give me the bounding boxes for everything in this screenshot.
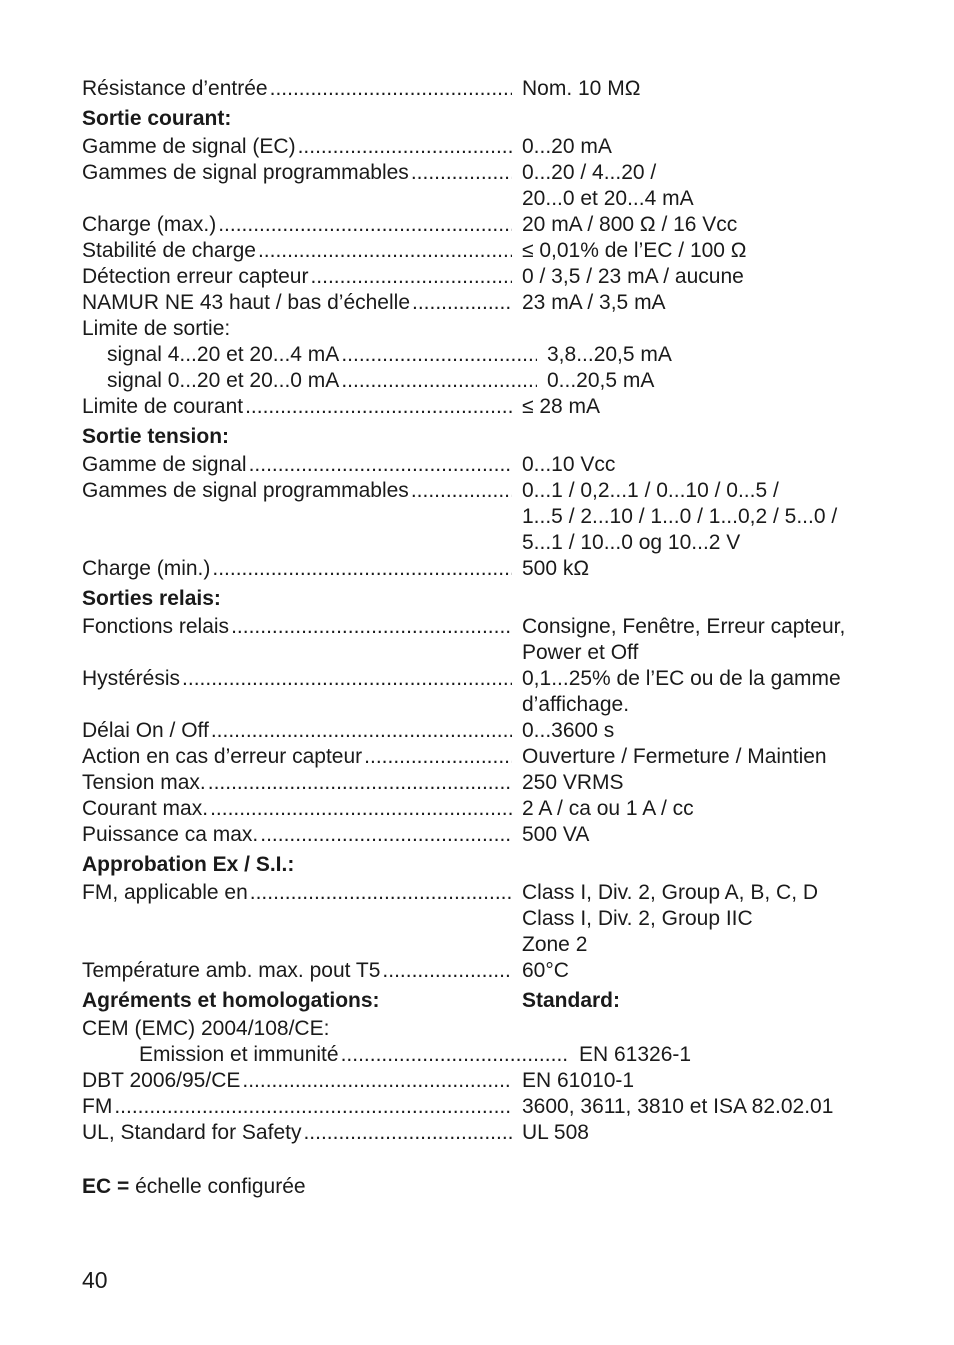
spec-row	[82, 290, 882, 316]
spec-value	[522, 958, 882, 984]
leader-dots	[208, 770, 512, 796]
spec-label-text: Gamme de signal	[82, 453, 247, 476]
spec-label	[82, 394, 512, 420]
section-heading	[82, 424, 882, 450]
spec-value	[522, 614, 882, 666]
spec-row	[82, 76, 882, 102]
spec-label-text: UL, Standard for Safety	[82, 1121, 302, 1144]
spec-value-line: 0...3600 s	[522, 719, 615, 742]
spec-value-line: 0 / 3,5 / 23 mA / aucune	[522, 265, 744, 288]
spec-label	[82, 614, 512, 666]
spec-value	[522, 796, 882, 822]
spec-value-line: Consigne, Fenêtre, Erreur capteur,	[522, 615, 846, 638]
spec-label	[82, 556, 512, 582]
spec-value	[522, 744, 882, 770]
leader-dots	[303, 1120, 512, 1146]
spec-label-text: NAMUR NE 43 haut / bas d’échelle	[82, 291, 410, 314]
spec-value-line: Power et Off	[522, 641, 639, 664]
spec-value-line: ≤ 28 mA	[522, 395, 601, 418]
spec-label-text: signal 4...20 et 20...4 mA	[107, 343, 340, 366]
leader-dots	[245, 394, 512, 420]
leader-dots	[341, 368, 537, 394]
spec-row	[82, 1042, 882, 1068]
spec-value-line: 250 VRMS	[522, 771, 624, 794]
spec-label	[82, 134, 512, 160]
section-heading-label: Sorties relais:	[82, 587, 221, 610]
spec-label	[82, 160, 512, 212]
spec-value-line: 23 mA / 3,5 mA	[522, 291, 666, 314]
leader-dots	[310, 264, 512, 290]
page-number: 40	[82, 1267, 108, 1293]
spec-row	[82, 212, 882, 238]
spec-label	[82, 76, 512, 102]
spec-value-line: 3600, 3611, 3810 et ISA 82.02.01	[522, 1095, 834, 1118]
spec-value-line: EN 61326-1	[579, 1043, 692, 1066]
spec-row	[82, 822, 882, 848]
spec-label	[82, 264, 512, 290]
spec-value-line: UL 508	[522, 1121, 589, 1144]
spec-label	[82, 822, 512, 848]
leader-dots	[260, 822, 512, 848]
spec-value-line: 60°C	[522, 959, 569, 982]
spec-label	[82, 958, 512, 984]
spec-label	[82, 452, 512, 478]
spec-value-line: 1...5 / 2...10 / 1...0 / 1...0,2 / 5...0 /	[522, 505, 838, 528]
spec-label-text: FM, applicable en	[82, 881, 248, 904]
spec-value-line: 5...1 / 10...0 og 10...2 V	[522, 531, 741, 554]
spec-label-text: signal 0...20 et 20...0 mA	[107, 369, 340, 392]
spec-sheet	[82, 76, 882, 1146]
spec-label	[82, 744, 512, 770]
footnote	[82, 1175, 306, 1199]
spec-row	[82, 880, 882, 958]
leader-dots	[249, 452, 512, 478]
spec-row	[82, 368, 882, 394]
spec-label	[82, 1068, 512, 1094]
spec-label	[82, 212, 512, 238]
spec-row	[82, 718, 882, 744]
spec-row	[82, 478, 882, 556]
spec-row	[82, 238, 882, 264]
spec-label-text: FM	[82, 1095, 113, 1118]
leader-dots	[218, 212, 512, 238]
spec-label	[82, 290, 512, 316]
section-heading-label: Sortie tension:	[82, 425, 230, 448]
spec-label-text: Résistance d’entrée	[82, 77, 268, 100]
spec-value	[522, 264, 882, 290]
spec-value	[522, 238, 882, 264]
section-heading	[82, 106, 882, 132]
leader-dots	[242, 1068, 512, 1094]
spec-value-line: 0...20 mA	[522, 135, 612, 158]
spec-value-line: 0...20 / 4...20 /	[522, 161, 657, 184]
spec-row	[82, 452, 882, 478]
leader-dots	[211, 718, 512, 744]
spec-value	[522, 160, 882, 212]
section-heading	[82, 852, 882, 878]
spec-value	[522, 822, 882, 848]
spec-value	[522, 134, 882, 160]
spec-row	[82, 958, 882, 984]
spec-value-line: 0...10 Vcc	[522, 453, 616, 476]
leader-dots	[250, 880, 512, 906]
spec-label-text: Température amb. max. pout T5	[82, 959, 381, 982]
spec-value	[522, 76, 882, 102]
spec-row	[82, 394, 882, 420]
section-heading-value: Standard:	[522, 989, 621, 1012]
spec-value	[522, 1120, 882, 1146]
section-heading	[82, 586, 882, 612]
spec-label-text: Fonctions relais	[82, 615, 230, 638]
section-heading-label: Sortie courant:	[82, 107, 232, 130]
section-heading-label: Agréments et homologations:	[82, 989, 380, 1012]
spec-row	[82, 1094, 882, 1120]
spec-label	[82, 796, 512, 822]
leader-dots	[114, 1094, 512, 1120]
spec-label-text: Courant max.	[82, 797, 209, 820]
spec-label	[82, 666, 512, 718]
spec-value-line: 20...0 et 20...4 mA	[522, 187, 694, 210]
spec-label	[82, 1094, 512, 1120]
spec-row	[82, 666, 882, 718]
spec-group-label: CEM (EMC) 2004/108/CE:	[82, 1017, 330, 1040]
spec-value	[522, 394, 882, 420]
spec-value	[522, 718, 882, 744]
leader-dots	[412, 290, 512, 316]
spec-label-text: Détection erreur capteur	[82, 265, 309, 288]
leader-dots	[411, 160, 512, 186]
leader-dots	[231, 614, 512, 640]
spec-row	[82, 134, 882, 160]
spec-label-text: Stabilité de charge	[82, 239, 256, 262]
spec-value-line: EN 61010-1	[522, 1069, 635, 1092]
spec-value-line: 500 VA	[522, 823, 590, 846]
spec-value	[522, 556, 882, 582]
spec-value	[522, 290, 882, 316]
spec-label-text: Gammes de signal programmables	[82, 161, 409, 184]
spec-row	[82, 160, 882, 212]
spec-value	[547, 342, 882, 368]
spec-label-text: Gamme de signal (EC)	[82, 135, 296, 158]
spec-value-line: 3,8...20,5 mA	[547, 343, 672, 366]
spec-value	[522, 666, 882, 718]
section-heading-label: Approbation Ex / S.I.:	[82, 853, 295, 876]
spec-value	[522, 880, 882, 958]
spec-value-line: 2 A / ca ou 1 A / cc	[522, 797, 694, 820]
spec-label	[82, 880, 512, 958]
leader-dots	[411, 478, 512, 504]
spec-row	[82, 1120, 882, 1146]
spec-value-line: Class I, Div. 2, Group IIC	[522, 907, 753, 930]
spec-label-text: Puissance ca max.	[82, 823, 259, 846]
spec-value-line: ≤ 0,01% de l’EC / 100 Ω	[522, 239, 747, 262]
leader-dots	[382, 958, 512, 984]
leader-dots	[341, 342, 537, 368]
spec-label	[82, 770, 512, 796]
leader-dots	[210, 796, 512, 822]
leader-dots	[270, 76, 512, 102]
footnote-text: échelle configurée	[129, 1175, 306, 1198]
spec-label-text: Charge (min.)	[82, 557, 211, 580]
spec-label-text: Gammes de signal programmables	[82, 479, 409, 502]
spec-row	[82, 264, 882, 290]
spec-label-text: Tension max.	[82, 771, 206, 794]
spec-label	[82, 478, 512, 556]
section-heading	[82, 988, 882, 1014]
spec-label	[82, 1120, 512, 1146]
spec-value-line: d’affichage.	[522, 693, 630, 716]
spec-value	[522, 212, 882, 238]
spec-row	[82, 342, 882, 368]
spec-row	[82, 1068, 882, 1094]
spec-label-text: Charge (max.)	[82, 213, 217, 236]
spec-row	[82, 770, 882, 796]
spec-value-line: Ouverture / Fermeture / Maintien	[522, 745, 827, 768]
spec-value	[522, 1094, 882, 1120]
spec-value-line: Class I, Div. 2, Group A, B, C, D	[522, 881, 819, 904]
spec-label	[82, 342, 537, 368]
spec-value-line: 20 mA / 800 Ω / 16 Vcc	[522, 213, 738, 236]
leader-dots	[341, 1042, 569, 1068]
spec-value-line: 500 kΩ	[522, 557, 590, 580]
spec-label-text: Hystérésis	[82, 667, 181, 690]
spec-value	[522, 452, 882, 478]
spec-value-line: Zone 2	[522, 933, 588, 956]
leader-dots	[298, 134, 512, 160]
spec-value	[522, 478, 882, 556]
spec-row	[82, 796, 882, 822]
spec-label	[82, 368, 537, 394]
spec-row	[82, 744, 882, 770]
leader-dots	[212, 556, 512, 582]
spec-label	[82, 718, 512, 744]
spec-label-text: DBT 2006/95/CE	[82, 1069, 241, 1092]
spec-label	[82, 1042, 569, 1068]
leader-dots	[182, 666, 512, 692]
spec-value-line: 0,1...25% de l’EC ou de la gamme	[522, 667, 841, 690]
spec-label-text: Limite de courant	[82, 395, 244, 418]
spec-value	[579, 1042, 882, 1068]
spec-value-line: 0...20,5 mA	[547, 369, 655, 392]
spec-row	[82, 556, 882, 582]
spec-value	[522, 1068, 882, 1094]
leader-dots	[258, 238, 512, 264]
spec-label	[82, 238, 512, 264]
spec-label-text: Action en cas d’erreur capteur	[82, 745, 363, 768]
spec-value	[547, 368, 882, 394]
spec-value-line: Nom. 10 MΩ	[522, 77, 641, 100]
leader-dots	[364, 744, 512, 770]
spec-label-text: Emission et immunité	[139, 1043, 339, 1066]
spec-value-line: 0...1 / 0,2...1 / 0...10 / 0...5 /	[522, 479, 779, 502]
footnote-abbr: EC =	[82, 1175, 130, 1198]
spec-row	[82, 614, 882, 666]
spec-label-text: Délai On / Off	[82, 719, 209, 742]
spec-group-label: Limite de sortie:	[82, 317, 231, 340]
spec-value	[522, 770, 882, 796]
